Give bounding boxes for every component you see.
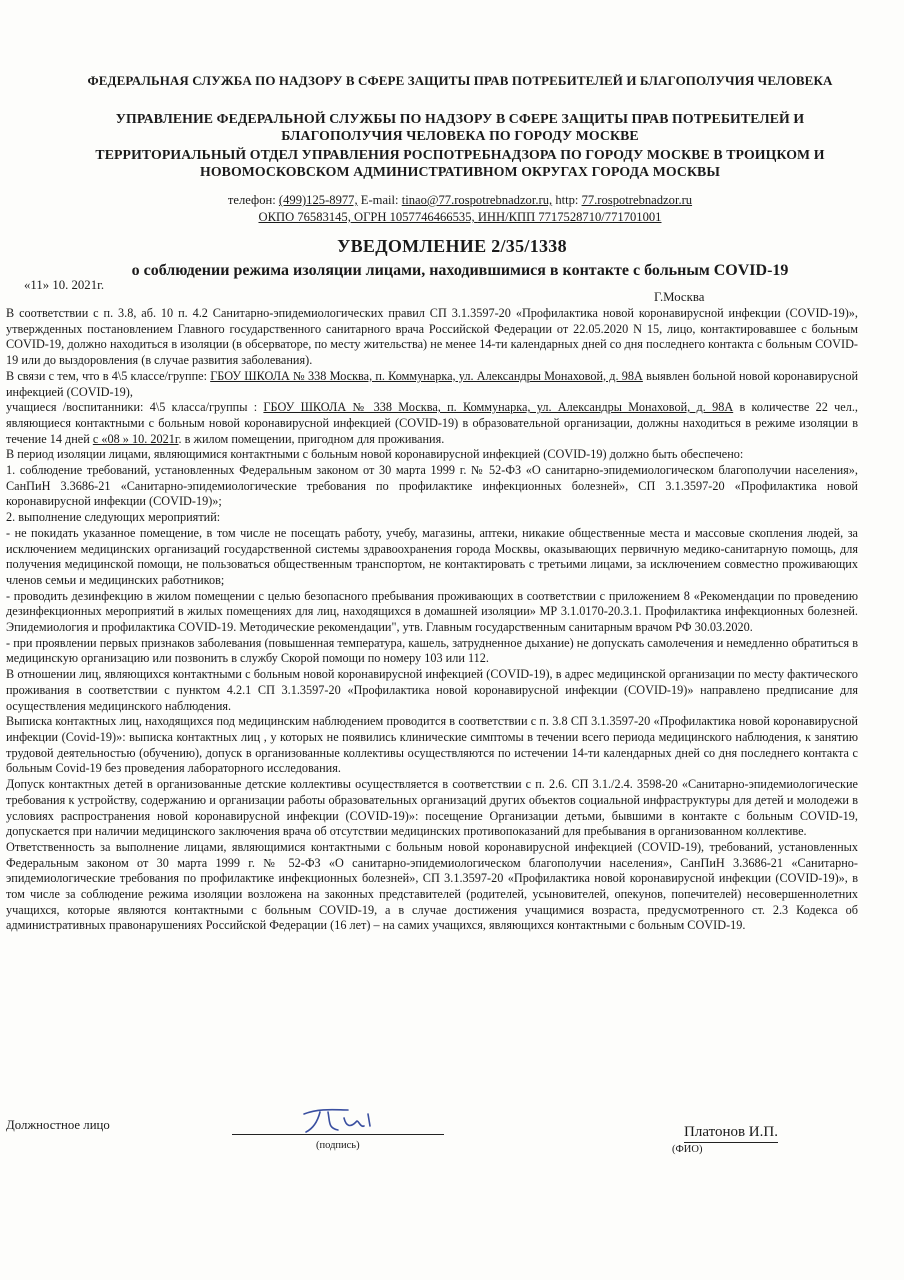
email-link[interactable]: tinao@77.rospotrebnadzor.ru, [401,193,553,207]
contacts-block [130,192,790,226]
paragraph-medical-supervision: В отношении лиц, являющихся контактными с больным новой коронавирусной инфекцией (COVID-19), в адрес медицинской организации по месту фактического проживания в соответствии с пунктом 4.2.1 СП 3.1.3597-20 «Профилактика новой коронавирусной инфекции (COVID-19)» направлено предписание для осуществления медицинского наблюдения. [6,667,858,713]
inn-kpp: ИНН/КПП 7717528710/771701001 [477,210,662,224]
http-label: http: [555,193,579,207]
document-date: «11» 10. 2021г. [24,278,105,292]
paragraph-disinfection: - проводить дезинфекцию в жилом помещении с целью безопасного пребывания проживающих в соответствии с приложением 8 «Рекомендации по проведению дезинфекционных мероприятий в жилых помещениях для лиц, находящихся в домашней изоляции» МР 3.1.0170-20.3.1. Профилактика инфекционных болезней. Эпидемиология и профилактика COVID-19. Методические рекомендации", утв. Главным государственным санитарным врачом РФ 30.03.2020. [6,588,858,635]
paragraph-stay-home: - не покидать указанное помещение, в том числе не посещать работу, учебу, магазины, аптеки, никакие общественные места и массовые скопления людей, за исключением медицинских организаций государственной системы здравоохранения города Москвы, оказывающих первичную медико-санитарную помощь, для получения медицинской помощи, не пользоваться общественным транспортом, не контактировать с третьими лицами, за исключением совместно проживающих членов семьи и медицинских работников; [6,525,858,587]
paragraph-symptoms: - при проявлении первых признаков заболевания (повышенная температура, кашель, затрудненное дыхание) не допускать самолечения и немедленно обратиться в медицинскую организацию или позвонить в службу Скорой помощи по номеру 103 или 112. [6,635,858,666]
paragraph-admission-children: Допуск контактных детей в организованные детские коллективы осуществляется в соответствии с п. 2.6. СП 3.1./2.4. 3598-20 «Санитарно-эпидемиологические требования к устройству, содержанию и организации работы образовательных организаций других объектов социальной инфраструктуры для детей и молодежи в условиях распространения новой коронавирусной инфекции (COVID-19)»: посещение Организации детьми, бывшими в контакте с больным COVID-19, допускается при наличии медицинского заключения врача об отсутствии медицинских противопоказаний для пребывания в организованном коллективе. [6,777,858,839]
contacts-line-2 [130,209,790,226]
paragraph-measures: 2. выполнение следующих мероприятий: [6,510,221,525]
header-moscow-department: УПРАВЛЕНИЕ ФЕДЕРАЛЬНОЙ СЛУЖБЫ ПО НАДЗОРУ В СФЕРЕ ЗАЩИТЫ ПРАВ ПОТРЕБИТЕЛЕЙ И БЛАГОПОЛУЧИЯ ЧЕЛОВЕКА ПО ГОРОДУ МОСКВЕ [115,111,805,143]
okpo: ОКПО 76583145, [258,210,351,224]
paragraph-isolation-period: В период изоляции лицами, являющимися контактными с больным новой коронавирусной инфекцией (COVID-19) должно быть обеспечено: [6,447,744,462]
p3-text-a: учащиеся /воспитанники: 4\5 класса/группы : [6,400,264,415]
document-body [6,306,858,934]
email-label: E-mail: [360,193,399,207]
fio-caption: (ФИО) [672,1144,703,1155]
official-name: Платонов И.П. [684,1124,778,1143]
site-link[interactable]: 77.rospotrebnadzor.ru [581,193,693,207]
p3-isolation-date: с «08 » 10. 2021г [92,431,179,446]
p3-text-c: . в жилом помещении, пригодном для проживания. [178,431,445,446]
p3-school: ГБОУ ШКОЛА № 338 Москва, п. Коммунарка, ул. Александры Монаховой, д. 98А [263,400,734,415]
p2-school: ГБОУ ШКОЛА № 338 Москва, п. Коммунарка, ул. Александры Монаховой, д. 98А [210,368,643,383]
p3-text-b: в количестве 22 чел., являющиеся контактными с больным новой коронавирусной инфекцией (COVID-19) в образовательной организации, должны находиться в режиме изоляции в течение 14 дней [6,400,858,446]
p2-text-a: В связи с тем, что в 4\5 классе/группе: [6,368,211,383]
paragraph-responsibility: Ответственность за выполнение лицами, являющимися контактными с больным новой коронавирусной инфекцией (COVID-19), требований, установленных Федеральным законом от 30 марта 1999 г. № 52-ФЗ «О санитарно-эпидемиологическом благополучии населения», СанПиН 3.3686-21 «Санитарно-эпидемиологические требования по профилактике инфекционных болезней», СП 3.1.3597-20 «Профилактика новой коронавирусной инфекции (COVID-19)», в том числе за соблюдение режима изоляции возложена на законных представителей (родителей, усыновителей, опекунов, попечителей) несовершеннолетних учащихся, которые являются контактными с больным COVID-19, а в случае достижения учащимися возраста, предусмотренного ст. 2.3 Кодекса об административных правонарушениях Российской Федерации (16 лет) – на самих учащихся, являющихся контактными с больным COVID-19. [6,839,858,933]
ogrn: ОГРН 1057746466535, [354,210,475,224]
paragraph-legal-basis: В соответствии с п. 3.8, аб. 10 п. 4.2 Санитарно-эпидемиологических правил СП 3.1.3597-20 «Профилактика новой коронавирусной инфекции (COVID-19)», утвержденных постановлением Главного государственного санитарного врача Российской Федерации от 22.05.2020 N 15, лицо, контактировавшее с больным COVID-19, должно находиться в изоляции (в обсерваторе, по месту жительства) не менее 14-ти календарных дней со дня последнего контакта с больным COVID-19 или до выздоровления (в случае развития заболевания). [6,306,858,368]
header-territorial-office: ТЕРРИТОРИАЛЬНЫЙ ОТДЕЛ УПРАВЛЕНИЯ РОСПОТРЕБНАДЗОРА ПО ГОРОДУ МОСКВЕ В ТРОИЦКОМ И НОВОМОСКОВСКОМ АДМИНИСТРАТИВНОМ ОКРУГАХ ГОРОДА МОСКВЫ [95,147,825,179]
document-title: УВЕДОМЛЕНИЕ 2/35/1338 [337,236,567,256]
document-city: Г.Москва [654,290,705,304]
header-federal-service: ФЕДЕРАЛЬНАЯ СЛУЖБА ПО НАДЗОРУ В СФЕРЕ ЗАЩИТЫ ПРАВ ПОТРЕБИТЕЛЕЙ И БЛАГОПОЛУЧИЯ ЧЕЛОВЕКА [87,73,833,88]
phone-label: телефон: [227,193,276,207]
handwritten-signature [298,1104,388,1138]
paragraph-requirements: 1. соблюдение требований, установленных Федеральным законом от 30 марта 1999 г. № 52-ФЗ «О санитарно-эпидемиологическом благополучии населения», СанПиН 3.3686-21 «Санитарно-эпидемиологические требования по профилактике инфекционных болезней», СП 3.1.3597-20 «Профилактика новой коронавирусной инфекции (COVID-19)»; [6,463,858,509]
paragraph-students-isolation [6,400,858,447]
paragraph-case-detected [6,369,858,400]
official-label: Должностное лицо [6,1118,110,1132]
paragraph-discharge: Выписка контактных лиц, находящихся под медицинским наблюдением проводится в соответствии с п. 3.8 СП 3.1.3597-20 «Профилактика новой коронавирусной инфекции (Covid-19)»: выписка контактных лиц , у которых не появились клинические симптомы в течении всего периода медицинского наблюдения, к занятию трудовой деятельностью (обучению), допуск в организованные коллективы осуществляются по истечении 14-ти календарных дней со дня последнего контакта с больным Covid-19 без проведения лабораторного исследования. [6,714,858,776]
document-subtitle: о соблюдении режима изоляции лицами, находившимися в контакте с больным COVID-19 [131,262,789,279]
signature-caption: (подпись) [316,1140,360,1151]
p2-text-b: выявлен больной новой коронавирусной инфекцией (COVID-19), [6,368,859,399]
phone-value: (499)125-8977, [278,193,358,207]
signature-line [232,1134,444,1135]
contacts-line-1 [130,192,790,209]
